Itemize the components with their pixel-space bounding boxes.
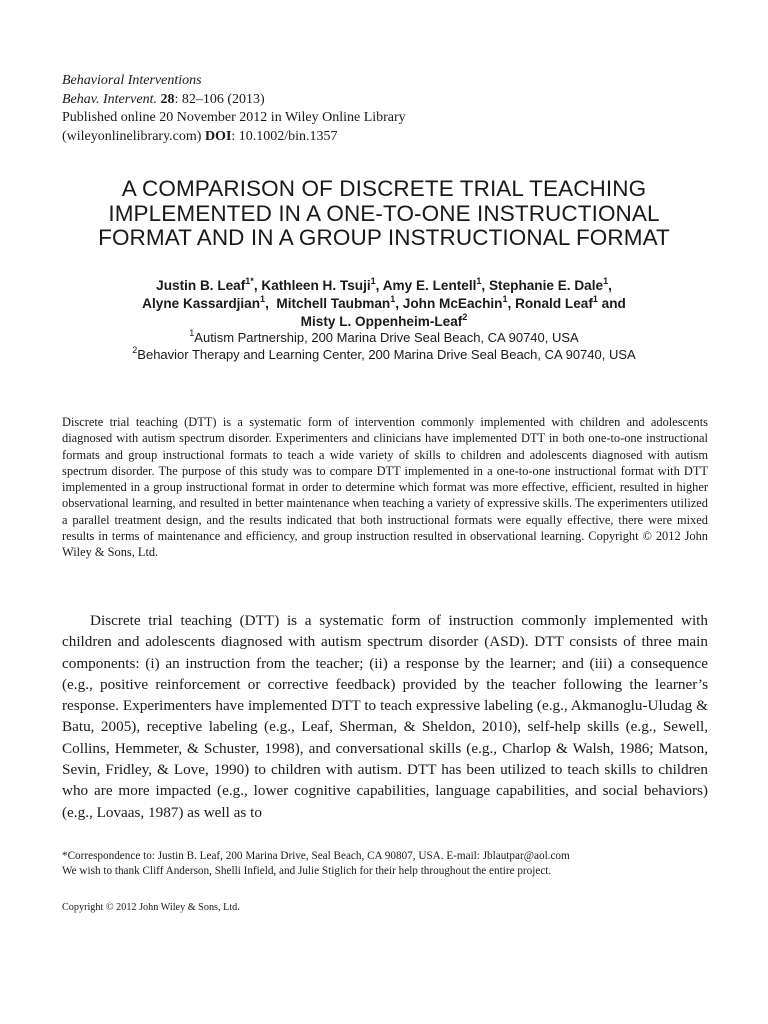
citation-volume: 28 (160, 91, 175, 107)
author-line-1: Justin B. Leaf$^{1*}$, Kathleen H. Tsuji$^1$, Amy E. Lentell$^1$, Stephanie E. Dale$^1$, (156, 276, 612, 293)
author-affil-mark: 1 (502, 294, 508, 304)
doi-label: DOI (204, 128, 232, 144)
author-affil-mark: 2 (462, 312, 468, 322)
citation-line (62, 91, 406, 110)
citation-pages: : 82–106 (2013) (174, 91, 265, 107)
author-name: Ronald Leaf (515, 296, 593, 311)
affiliation-mark: 1 (189, 328, 195, 338)
author-name: Alyne Kassardjian (142, 296, 261, 311)
corresponding-mark: * (250, 276, 254, 286)
author-name: Amy E. Lentell (382, 278, 477, 293)
affiliation-text: Behavior Therapy and Learning Center, 200 Marina Drive Seal Beach, CA 90740, USA (137, 347, 636, 362)
title-line-1: A COMPARISON OF DISCRETE TRIAL TEACHING (121, 176, 647, 201)
author-affil-mark: 1 (603, 276, 609, 286)
author-name: John McEachin (402, 296, 503, 311)
affiliation-1 (0, 329, 768, 346)
author-name: Stephanie E. Dale (488, 278, 604, 293)
author-affil-mark: 1 (592, 294, 598, 304)
author-affil-mark: 1 (260, 294, 266, 304)
library-url: (wileyonlinelibrary.com) (62, 128, 202, 144)
correspondence-footnote: *Correspondence to: Justin B. Leaf, 200 Marina Drive, Seal Beach, CA 90807, USA. E-mail: Jblautpar@aol.com (62, 850, 570, 862)
doi-value: : 10.1002/bin.1357 (231, 128, 338, 144)
body-text (62, 610, 708, 823)
paper-title (0, 177, 768, 251)
copyright-notice: Copyright © 2012 John Wiley & Sons, Ltd. (62, 902, 240, 913)
author-name: Justin B. Leaf (156, 278, 246, 293)
journal-name: Behavioral Interventions (62, 73, 202, 88)
citation-abbrev: Behav. Intervent. (62, 91, 157, 107)
author-affil-mark: 1 (476, 276, 482, 286)
author-affil-mark: 1 (245, 276, 251, 286)
doi-line (62, 128, 406, 147)
title-line-3: FORMAT AND IN A GROUP INSTRUCTIONAL FORMAT (98, 225, 670, 250)
footnotes (62, 849, 708, 878)
author-affil-mark: 1 (370, 276, 376, 286)
body-paragraph: Discrete trial teaching (DTT) is a systematic form of instruction commonly implemented with children and adolescents diagnosed with autism spectrum disorder (ASD). DTT consists of three main components: (i) an instruction from the teacher; (ii) a response by the learner; and (iii) a consequence (e.g., positive reinforcement or corrective feedback) provided by the teacher following the learner’s response. Experimenters have implemented DTT to teach expressive labeling (e.g., Akmanoglu-Uludag & Batu, 2005), receptive labeling (e.g., Leaf, Sherman, & Sheldon, 2010), self-help skills (e.g., Sewell, Collins, Hemmeter, & Schuster, 1998), and conversational skills (e.g., Charlop & Walsh, 1986; Matson, Sevin, Fridley, & Love, 1990) to children with autism. DTT has been utilized to teach skills to children who are more impacted (e.g., lower cognitive capabilities, language capabilities, and social behaviors) (e.g., Lovaas, 1987) as well as to (62, 612, 708, 821)
affiliations (0, 329, 768, 363)
journal-header (62, 72, 406, 146)
author-name: Kathleen H. Tsuji (261, 278, 371, 293)
authors-conjunction: and (601, 296, 626, 311)
author-list (0, 277, 768, 331)
acknowledgement-footnote: We wish to thank Cliff Anderson, Shelli Infield, and Julie Stiglich for their help throughout the entire project. (62, 864, 552, 877)
affiliation-2 (0, 346, 768, 363)
affiliation-text: Autism Partnership, 200 Marina Drive Seal Beach, CA 90740, USA (194, 330, 579, 345)
abstract: Discrete trial teaching (DTT) is a systematic form of intervention commonly implemented with children and adolescents diagnosed with autism spectrum disorder. Experimenters and clinicians have implemented DTT in both one-to-one instructional formats and group instructional formats to teach a wide variety of skills to children and adolescents diagnosed with autism spectrum disorder. The purpose of this study was to compare DTT implemented in a one-to-one instructional format with DTT implemented in a group instructional format in order to determine which format was more effective, efficient, resulted in higher observational learning, and resulted in better maintenance when teaching a variety of expressive skills. The experimenters utilized a parallel treatment design, and the results indicated that both instructional formats were equally effective, there were mixed results in terms of maintenance and efficiency, and group instruction resulted in observational learning. Copyright © 2012 John Wiley & Sons, Ltd. (62, 415, 708, 560)
published-line: Published online 20 November 2012 in Wiley Online Library (62, 110, 406, 125)
author-affil-mark: 1 (390, 294, 396, 304)
author-name: Mitchell Taubman (276, 296, 391, 311)
author-name: Misty L. Oppenheim-Leaf (300, 314, 463, 329)
author-line-2: Alyne Kassardjian$^1$, Mitchell Taubman$^1$, John McEachin$^1$, Ronald Leaf$^1$ and (142, 294, 626, 311)
affiliation-mark: 2 (132, 345, 138, 355)
title-line-2: IMPLEMENTED IN A ONE-TO-ONE INSTRUCTIONAL (108, 200, 660, 226)
